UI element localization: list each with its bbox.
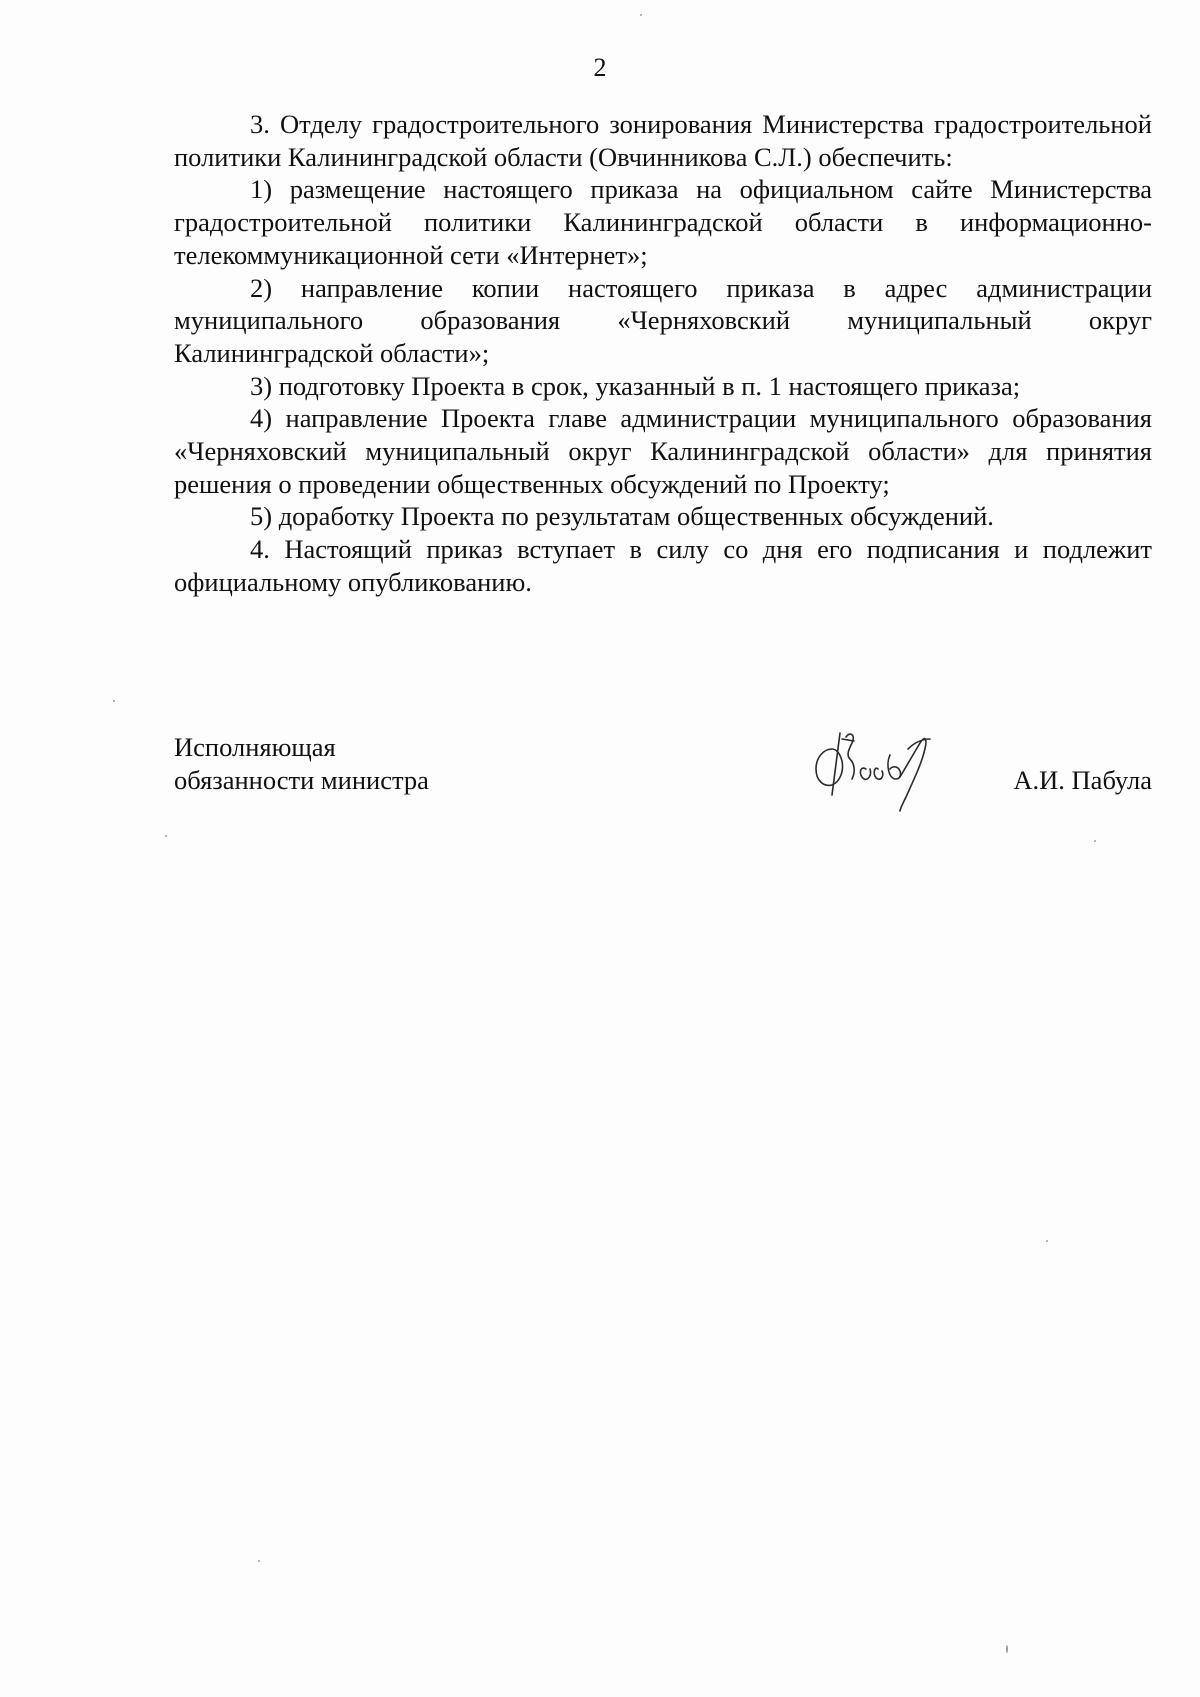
paragraph-3-item-4: 4) направление Проекта главе администрации муниципального образования «Черняховский муниципальный округ Калининградской области» для принятия решения о проведении общественных обсуждений по Проекту;	[174, 403, 1152, 499]
handwritten-signature-icon	[802, 719, 952, 819]
signer-name: А.И. Пабула	[1013, 764, 1152, 795]
scan-speck	[258, 1560, 260, 1562]
page-number: 2	[593, 53, 607, 82]
paragraph-3-item-3: 3) подготовку Проекта в срок, указанный в п. 1 настоящего приказа;	[250, 370, 1021, 401]
scan-speck	[113, 700, 115, 702]
signer-title-line-1: Исполняющая	[174, 732, 336, 762]
paragraph-3-item-1: 1) размещение настоящего приказа на официальном сайте Министерства градостроительной политики Калининградской области в информационно-телекоммуникационной сети «Интернет»;	[174, 174, 1152, 270]
paragraph-3-item-2: 2) направление копии настоящего приказа в адрес администрации муниципального образования «Черняховский муниципальный округ Калининградской области»;	[174, 272, 1152, 368]
order-body	[174, 108, 1152, 599]
scan-speck	[1006, 1645, 1008, 1653]
paragraph-4: 4. Настоящий приказ вступает в силу со дня его подписания и подлежит официальному опубликованию.	[174, 534, 1152, 597]
paragraph-3-item-5: 5) доработку Проекта по результатам общественных обсуждений.	[250, 501, 994, 532]
signature-block	[174, 731, 1152, 831]
signer-title-line-2: обязанности министра	[174, 764, 429, 795]
scan-speck	[1046, 1240, 1048, 1242]
signer-title	[174, 731, 574, 796]
scan-speck	[165, 835, 167, 837]
scan-speck	[1094, 840, 1096, 842]
paragraph-3-intro: 3. Отделу градостроительного зонирования Министерства градостроительной политики Калининградской области (Овчинникова С.Л.) обеспечить:	[174, 109, 1152, 172]
scan-speck	[640, 14, 642, 16]
